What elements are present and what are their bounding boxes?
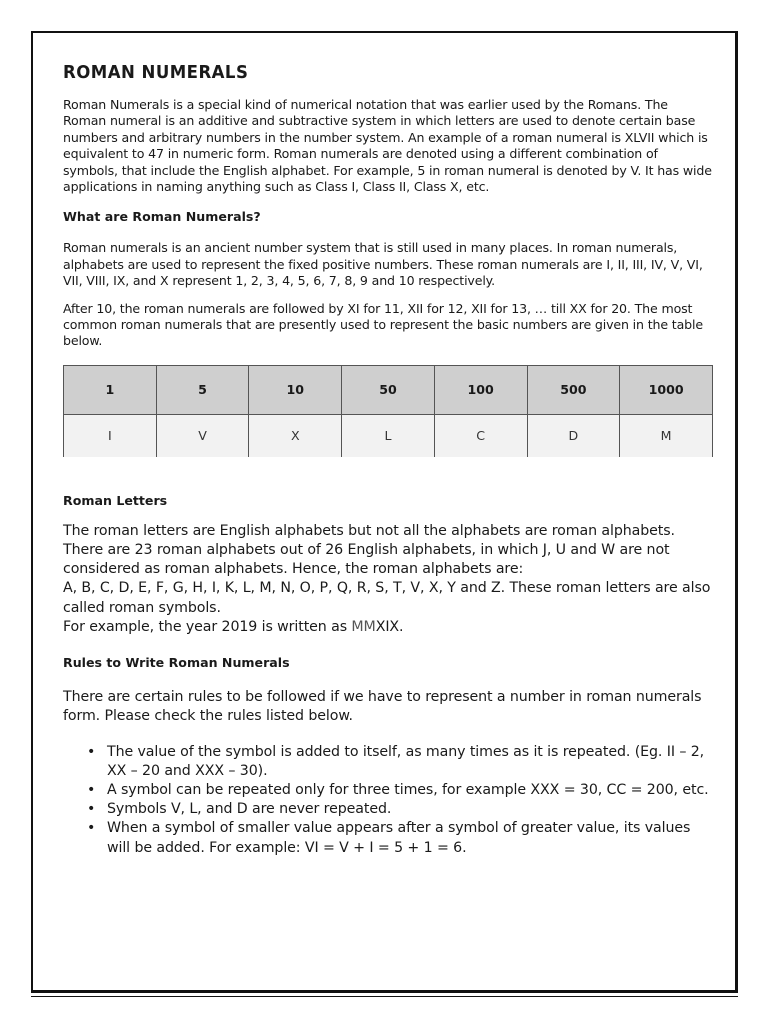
table-cell-number: 1 [64,365,157,414]
bullet-icon: • [87,801,96,818]
list-item [87,781,713,800]
table-cell-numeral: C [434,414,527,457]
table-cell-number: 100 [434,365,527,414]
table-cell-numeral: M [620,414,713,457]
table-cell-numeral: X [249,414,342,457]
rule-text: When a symbol of smaller value appears after a symbol of greater value, its values will be added. For example: VI = V + I = 5 + 1 = 6. [107,820,691,856]
rules-list [63,743,713,858]
table-cell-numeral: D [527,414,620,457]
table-cell-number: 10 [249,365,342,414]
list-item [87,800,713,819]
year-example-suffix: XIX. [375,618,404,635]
intro-paragraph: Roman Numerals is a special kind of numerical notation that was earlier used by the Romans. The Roman numeral is an additive and subtractive system in which letters are used to denote certain base numbers and arbitrary numbers in the number system. An example of a roman numeral is XLVII which is equivalent to 47 in numeric form. Roman numerals are denoted using a different combination of symbols, that include the English alphabet. For example, 5 in roman numeral is denoted by V. It has wide applications in naming anything such as Class I, Class II, Class X, etc. [63,97,712,195]
roman-letters-paragraph [63,522,713,637]
document-content [63,62,713,858]
section-heading-what-are-roman-numerals: What are Roman Numerals? [63,209,261,225]
section-heading-roman-letters: Roman Letters [63,492,168,508]
list-item [87,743,713,781]
roman-alphabet-list: A, B, C, D, E, F, G, H, I, K, L, M, N, O, P, Q, R, S, T, V, X, Y and Z. These roman letters are also called roman symbols. [63,580,711,616]
table-cell-number: 500 [527,365,620,414]
definition-paragraph: Roman numerals is an ancient number system that is still used in many places. In roman numerals, alphabets are used to represent the fixed positive numbers. These roman numerals are I, II, III, IV, V, VI, VII, VIII, IX, and X represent 1, 2, 3, 4, 5, 6, 7, 8, 9 and 10 respectively. [63,240,703,289]
table-cell-number: 50 [342,365,435,414]
table-row [64,414,713,457]
table-cell-numeral: I [64,414,157,457]
page-title: ROMAN NUMERALS [63,62,249,83]
table-cell-number: 5 [156,365,249,414]
rule-text: The value of the symbol is added to itself, as many times as it is repeated. (Eg. II – 2, XX – 20 and XXX – 30). [107,743,705,779]
table-cell-number: 1000 [620,365,713,414]
table-cell-numeral: V [156,414,249,457]
year-example-mm: MM [351,618,376,635]
rule-text: A symbol can be repeated only for three times, for example XXX = 30, CC = 200, etc. [107,781,709,798]
bullet-icon: • [87,781,96,798]
section-heading-rules: Rules to Write Roman Numerals [63,655,290,671]
table-header-row [64,365,713,414]
table-intro-paragraph: After 10, the roman numerals are followed by XI for 11, XII for 12, XII for 13, … till XX for 20. The most common roman numerals that are presently used to represent the basic numbers are given in the table below. [63,300,703,349]
year-example-prefix: For example, the year 2019 is written as [63,618,352,635]
bullet-icon: • [87,743,96,760]
bullet-icon: • [87,820,96,837]
rule-text: Symbols V, L, and D are never repeated. [107,801,392,818]
roman-letters-text: The roman letters are English alphabets but not all the alphabets are roman alphabets. There are 23 roman alphabets out of 26 English alphabets, in which J, U and W are not considered as roman alphabets. Hence, the roman alphabets are: [63,522,675,578]
table-cell-numeral: L [342,414,435,457]
rules-intro-paragraph: There are certain rules to be followed if we have to represent a number in roman numerals form. Please check the rules listed below. [63,689,702,725]
list-item [87,819,713,857]
numerals-table [63,365,713,457]
